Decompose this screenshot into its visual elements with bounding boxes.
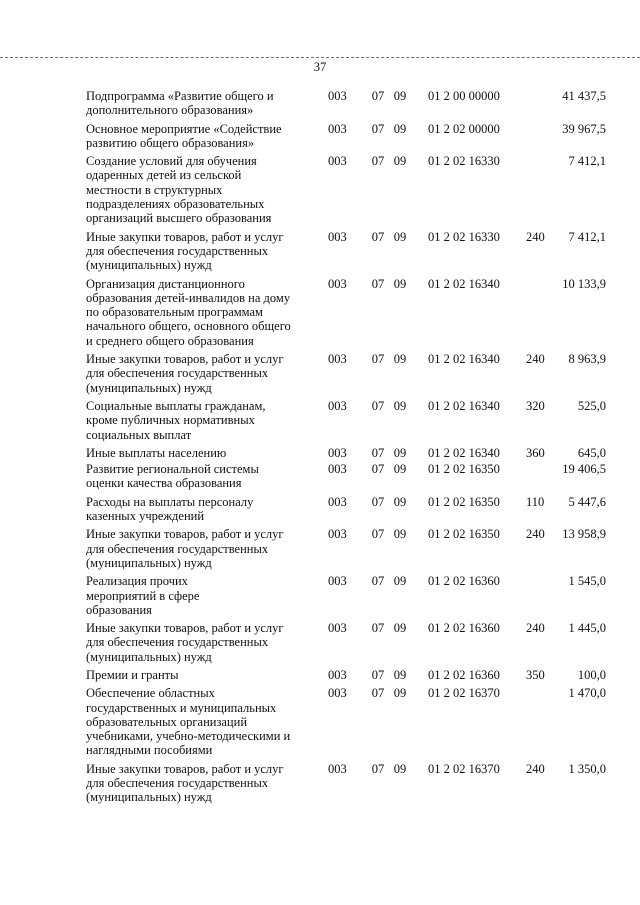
ministry-code: 003	[328, 276, 347, 291]
expense-name: Развитие региональной системы оценки качества образования	[86, 462, 259, 491]
subsection-code: 09	[393, 276, 407, 291]
target-article-code: 01 2 02 00000	[428, 121, 500, 136]
section-code: 07	[371, 121, 385, 136]
amount: 7 412,1	[568, 229, 606, 244]
expense-type-code: 240	[526, 229, 545, 244]
expense-name: Иные закупки товаров, работ и услуг для обеспечения государственных (муниципальных) нужд	[86, 761, 284, 805]
target-article-code: 01 2 02 16350	[428, 494, 500, 509]
subsection-code: 09	[393, 352, 407, 367]
expense-type-code: 240	[526, 761, 545, 776]
ministry-code: 003	[328, 229, 347, 244]
amount: 1 545,0	[568, 574, 606, 589]
table-row	[86, 399, 606, 442]
expense-name: Иные закупки товаров, работ и услуг для обеспечения государственных (муниципальных) нужд	[86, 621, 284, 664]
subsection-code: 09	[393, 667, 407, 682]
table-row	[86, 352, 606, 395]
subsection-code: 09	[393, 398, 407, 413]
ministry-code: 003	[328, 667, 347, 682]
target-article-code: 01 2 02 16340	[428, 352, 500, 367]
section-code: 07	[371, 398, 385, 413]
expense-type-code: 240	[526, 527, 545, 542]
amount: 8 963,9	[568, 352, 606, 367]
ministry-code: 003	[328, 494, 347, 509]
amount: 1 470,0	[568, 686, 606, 701]
expense-name: Организация дистанционного образования детей-инвалидов на дому по образовательным программам начального общего, основного общего и среднего общего образования	[86, 276, 291, 348]
section-code: 07	[371, 621, 385, 636]
expense-type-code: 320	[526, 398, 545, 413]
amount: 7 412,1	[568, 154, 606, 169]
subsection-code: 09	[393, 229, 407, 244]
target-article-code: 01 2 02 16340	[428, 445, 500, 460]
amount: 41 437,5	[562, 89, 606, 103]
amount: 100,0	[577, 667, 606, 682]
table-row	[86, 762, 606, 805]
table-row	[86, 154, 606, 225]
target-article-code: 01 2 02 16330	[428, 154, 500, 169]
table-row	[86, 668, 606, 682]
table-row	[86, 574, 606, 617]
ministry-code: 003	[328, 621, 347, 636]
amount: 525,0	[577, 398, 606, 413]
ministry-code: 003	[328, 574, 347, 589]
subsection-code: 09	[393, 761, 407, 776]
expense-name: Обеспечение областных государственных и муниципальных образовательных организаций учебниками, учебно-методическими и наглядными пособиями	[86, 686, 291, 758]
ministry-code: 003	[328, 462, 347, 477]
table-row	[86, 277, 606, 348]
target-article-code: 01 2 00 00000	[428, 89, 500, 103]
table-row	[86, 686, 606, 757]
subsection-code: 09	[393, 621, 407, 636]
ministry-code: 003	[328, 445, 347, 460]
amount: 1 445,0	[568, 621, 606, 636]
ministry-code: 003	[328, 352, 347, 367]
amount: 10 133,9	[562, 276, 606, 291]
target-article-code: 01 2 02 16330	[428, 229, 500, 244]
subsection-code: 09	[393, 494, 407, 509]
amount: 5 447,6	[568, 494, 606, 509]
target-article-code: 01 2 02 16360	[428, 574, 500, 589]
target-article-code: 01 2 02 16360	[428, 621, 500, 636]
section-code: 07	[371, 89, 385, 103]
table-row	[86, 89, 606, 118]
expense-type-code: 240	[526, 621, 545, 636]
expense-name: Создание условий для обучения одаренных детей из сельской местности в структурных подразделениях образовательных организаций высшего образования	[86, 154, 272, 226]
expense-name: Реализация прочих мероприятий в сфере образования	[86, 574, 200, 617]
expense-name: Социальные выплаты гражданам, кроме публичных нормативных социальных выплат	[86, 398, 266, 442]
subsection-code: 09	[393, 445, 407, 460]
section-code: 07	[371, 761, 385, 776]
target-article-code: 01 2 02 16370	[428, 761, 500, 776]
section-code: 07	[371, 352, 385, 367]
target-article-code: 01 2 02 16370	[428, 686, 500, 701]
amount: 645,0	[577, 445, 606, 460]
expense-name: Иные выплаты населению	[86, 445, 227, 460]
expense-name: Премии и гранты	[86, 667, 179, 682]
ministry-code: 003	[328, 89, 347, 103]
table-row	[86, 122, 606, 151]
expense-name: Подпрограмма «Развитие общего и дополнительного образования»	[86, 89, 274, 118]
subsection-code: 09	[393, 527, 407, 542]
expense-type-code: 110	[526, 494, 545, 509]
section-code: 07	[371, 494, 385, 509]
expense-name: Иные закупки товаров, работ и услуг для обеспечения государственных (муниципальных) нужд	[86, 352, 284, 395]
expense-type-code: 240	[526, 352, 545, 367]
section-code: 07	[371, 527, 385, 542]
table-row	[86, 446, 606, 460]
section-code: 07	[371, 154, 385, 169]
expense-type-code: 350	[526, 667, 545, 682]
table-row	[86, 230, 606, 273]
ministry-code: 003	[328, 121, 347, 136]
expense-name: Иные закупки товаров, работ и услуг для обеспечения государственных (муниципальных) нужд	[86, 229, 284, 273]
section-code: 07	[371, 229, 385, 244]
table-row	[86, 495, 606, 524]
expense-type-code: 360	[526, 445, 545, 460]
subsection-code: 09	[393, 462, 407, 477]
ministry-code: 003	[328, 686, 347, 701]
target-article-code: 01 2 02 16350	[428, 527, 500, 542]
section-code: 07	[371, 686, 385, 701]
ministry-code: 003	[328, 154, 347, 169]
subsection-code: 09	[393, 154, 407, 169]
page-number: 37	[313, 60, 327, 74]
section-code: 07	[371, 445, 385, 460]
amount: 13 958,9	[562, 527, 606, 542]
target-article-code: 01 2 02 16350	[428, 462, 500, 477]
amount: 19 406,5	[562, 462, 606, 477]
subsection-code: 09	[393, 89, 407, 103]
section-code: 07	[371, 276, 385, 291]
target-article-code: 01 2 02 16340	[428, 276, 500, 291]
table-row	[86, 621, 606, 664]
section-code: 07	[371, 462, 385, 477]
ministry-code: 003	[328, 398, 347, 413]
cut-line	[0, 57, 640, 58]
section-code: 07	[371, 667, 385, 682]
ministry-code: 003	[328, 761, 347, 776]
section-code: 07	[371, 574, 385, 589]
subsection-code: 09	[393, 686, 407, 701]
target-article-code: 01 2 02 16340	[428, 398, 500, 413]
table-row	[86, 527, 606, 570]
table-row	[86, 462, 606, 491]
amount: 39 967,5	[562, 121, 606, 136]
ministry-code: 003	[328, 527, 347, 542]
expense-name: Расходы на выплаты персоналу казенных учреждений	[86, 494, 254, 524]
expense-name: Иные закупки товаров, работ и услуг для обеспечения государственных (муниципальных) нужд	[86, 527, 284, 570]
target-article-code: 01 2 02 16360	[428, 667, 500, 682]
amount: 1 350,0	[568, 761, 606, 776]
subsection-code: 09	[393, 121, 407, 136]
expense-name: Основное мероприятие «Содействие развитию общего образования»	[86, 121, 282, 150]
subsection-code: 09	[393, 574, 407, 589]
budget-table	[86, 89, 606, 809]
